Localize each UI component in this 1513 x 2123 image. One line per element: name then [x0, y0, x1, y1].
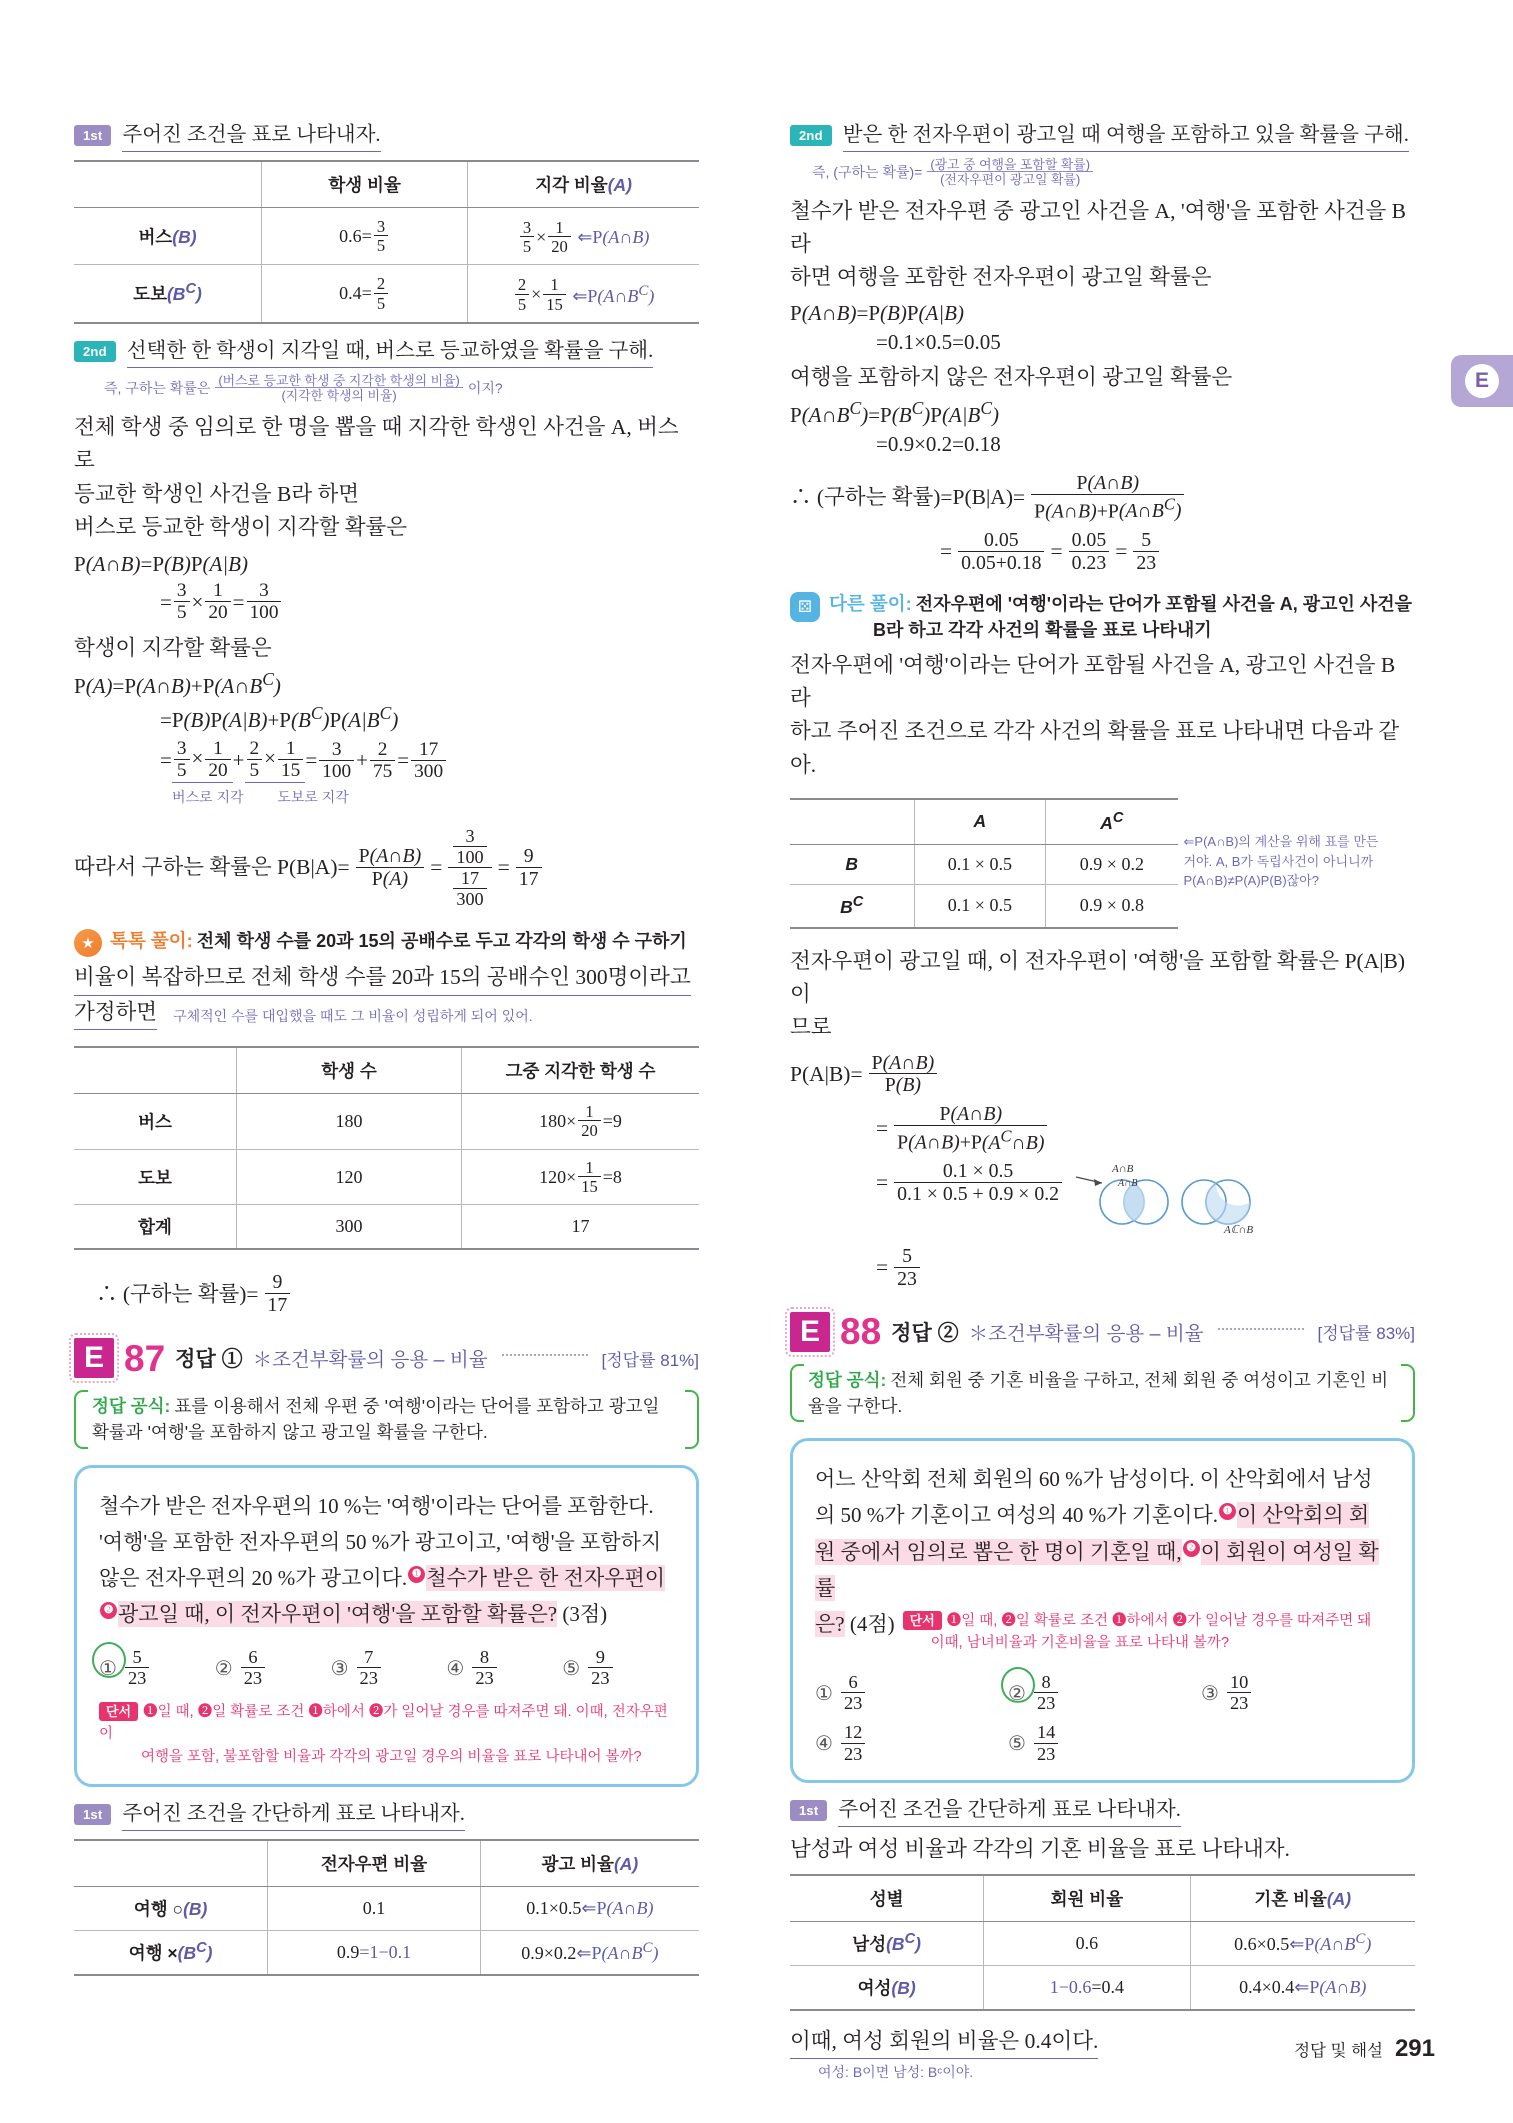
choice-num: 9 [588, 1648, 612, 1668]
choice-item[interactable] [1201, 1673, 1390, 1714]
footer-page-number: 291 [1394, 2035, 1435, 2062]
th-student-ratio: 학생 비율 [262, 161, 468, 208]
cell-count: 120 [237, 1149, 462, 1205]
marker-1: ❶ [408, 1566, 425, 1583]
paragraph: 여행을 포함하지 않은 전자우편이 광고일 확률은 [790, 364, 1233, 389]
after-note: 여성: B이면 남성: Bᶜ이야. [818, 2064, 974, 2081]
problem-chip: E [790, 1312, 830, 1352]
note-denominator: (지각한 학생의 비율) [281, 388, 397, 404]
th-empty [74, 1840, 268, 1887]
value-den: 23 [1136, 551, 1157, 574]
tok-label: 톡톡 풀이: [110, 930, 193, 952]
equation-p-a-value: = $\frac{3}{5}$ × $\frac{1}{20}$ + $\frac{2}{5}$ × $\frac{1}{15}$ = $\frac{3}{100}$ + $\frac{2}{75}$ = $\frac{17}{300}$ [160, 739, 699, 783]
step-badge: 2nd [74, 341, 116, 362]
alt-line-2: B라 하고 각각 사건의 확률을 표로 나타내기 [873, 619, 1212, 640]
problem-rate: [정답률 83%] [1317, 1324, 1415, 1344]
step-badge: 1st [74, 125, 111, 146]
choice-den: 23 [359, 1668, 378, 1689]
step-1st-87 [74, 1801, 699, 1831]
question-text-highlight: 철수가 받은 한 전자우편이 [426, 1565, 666, 1590]
cell-a: 0.1 × 0.5 [914, 844, 1046, 884]
tok-paragraph-1: 비율이 복잡하므로 전체 학생 수를 20과 15의 공배수인 300명이라고 [74, 961, 691, 995]
equation-p-a-expand: $=P(B)P(A|B)+P(B^C)P(A|B^C)$ [160, 703, 399, 733]
eq-num: 5 [894, 1246, 920, 1268]
choice-number: ⑤ [1008, 1733, 1026, 1756]
alt-equation-4: = $\frac{5}{23}$ [876, 1246, 1415, 1290]
chapter-tab-label: E [1465, 364, 1499, 398]
table-row [74, 1205, 699, 1250]
step-text: 선택한 한 학생이 지각일 때, 버스로 등교하였을 확률을 구해. [127, 338, 654, 368]
note-ratio-explain [104, 374, 699, 403]
cell-married: 0.4×0.4⇐P(A∩B) [1190, 1965, 1415, 2010]
step-badge: 1st [790, 1800, 827, 1821]
alt-equation-2: = $\frac{P(A\cap B)}{P(A\cap B)+P(A^C\cap B)}$ [876, 1104, 1415, 1153]
hint-chip: 단서 [903, 1611, 942, 1630]
alt-equation-1 [790, 1053, 1415, 1097]
note-numerator: (광고 중 여행을 포함할 확률) [927, 158, 1093, 173]
question-line [815, 1534, 1390, 1606]
step-badge: 1st [74, 1804, 111, 1825]
final-num: 9 [265, 1272, 291, 1294]
hint-chip: 단서 [99, 1702, 138, 1721]
choice-number: ⑤ [562, 1657, 581, 1680]
question-text-highlight: 이 회원이 여성일 확률 [815, 1539, 1379, 1600]
final-den: 17 [267, 1294, 288, 1317]
cell-count: 180 [237, 1093, 462, 1149]
table-row [74, 207, 699, 265]
th-late-count: 그중 지각한 학생 수 [462, 1047, 700, 1094]
equation-p-a-cap-bc-value: =0.9×0.2=0.18 [876, 431, 1001, 456]
table-gender-ratio [790, 1874, 1415, 2011]
annot-line-1: ⇐P(A∩B)의 계산을 위해 표를 만든 [1183, 834, 1379, 850]
conclusion-right-value: = $\frac{0.05}{0.05+0.18}$ = $\frac{0.05}{0.23}$ = $\frac{5}{23}$ [940, 530, 1415, 574]
hint-line-2: 이때, 남녀비율과 기혼비율을 표로 나타내 볼까? [930, 1635, 1230, 1652]
problem-chip: E [74, 1338, 114, 1378]
choice-den: 23 [1229, 1693, 1249, 1714]
cell-ad: $0.9\times 0.2⇐P(A\cap B^C)$ [480, 1930, 699, 1975]
hint-block-87 [99, 1701, 674, 1768]
step-text: 주어진 조건을 간단하게 표로 나타내자. [838, 1797, 1180, 1827]
step-2nd-right [790, 122, 1415, 152]
final-lead: ∴ (구하는 확률)= [96, 1281, 259, 1306]
row-label: 버스 [74, 1093, 237, 1149]
value-num: 0.05 [1069, 530, 1110, 552]
th-a: A [914, 799, 1046, 844]
question-box-87 [74, 1465, 699, 1787]
right-column [790, 108, 1415, 2083]
paragraph: 철수가 받은 전자우편 중 광고인 사건을 A, '여행'을 포함한 사건을 B라 [790, 198, 1406, 257]
under-label-walk: 도보로 지각 [277, 788, 349, 805]
step-text: 주어진 조건을 표로 나타내자. [122, 122, 380, 152]
value-num: 0.05 [958, 530, 1044, 552]
under-label-bus: 버스로 지각 [172, 788, 244, 805]
formula-label: 정답 공식: [808, 1369, 887, 1390]
table-student-ratio [74, 160, 699, 325]
hint-line-2: 여행을 포함, 불포함할 비율과 각각의 광고일 경우의 비율을 표로 나타내어 볼까? [141, 1748, 642, 1765]
choice-item[interactable] [1008, 1723, 1197, 1764]
svg-text:A∩B: A∩B [1118, 1178, 1138, 1190]
eq-den: 0.1 × 0.5 + 0.9 × 0.2 [897, 1183, 1060, 1206]
question-text-highlight: 원 중에서 임의로 뽑은 한 명이 기혼일 때, [815, 1539, 1182, 1564]
value-num: 5 [1133, 530, 1159, 552]
paragraph: 하고 주어진 조건으로 각각 사건의 확률을 표로 나타내면 다음과 같아. [790, 719, 1400, 777]
table-email-ratio [74, 1839, 699, 1976]
choice-num: 6 [841, 1673, 865, 1693]
svg-text:Aℂ∩B: Aℂ∩B [1224, 1224, 1254, 1237]
table-row [790, 884, 1178, 927]
hint-block-88 [903, 1610, 1372, 1655]
choice-item[interactable] [99, 1648, 211, 1689]
tok-tip-header [74, 927, 699, 957]
paragraph: 등교한 학생인 사건을 B라 하면 [74, 481, 360, 506]
cell-ratio: 0.9=1−0.1 [268, 1930, 481, 1975]
under-labels [172, 787, 699, 807]
choice-number: ① [815, 1682, 833, 1705]
table-row [74, 1930, 699, 1975]
choice-item[interactable] [446, 1648, 558, 1689]
th-ac: $A^C$ [1046, 799, 1178, 844]
question-line [815, 1497, 1390, 1533]
eq-num: 0.1 × 0.5 [894, 1161, 1062, 1183]
equation-p-a-cap-b: P(A∩B)=P(B)P(A|B) [790, 300, 964, 325]
conclusion-den: $P(A\cap B)+P(A\cap B^C)$ [1034, 494, 1182, 523]
venn-icon [1074, 1159, 1274, 1237]
value-den: 0.23 [1071, 551, 1107, 574]
cell-calc: $\frac{3}{5}$ × $\frac{1}{20}$ ⇐P(A∩B) [468, 207, 699, 265]
choice-num: 8 [1034, 1673, 1058, 1693]
alt-label: 다른 풀이: [829, 592, 912, 614]
marker-1: ❶ [1219, 1503, 1236, 1520]
cell-ratio: 0.6 [984, 1921, 1190, 1965]
dice-icon: ⚄ [790, 592, 820, 622]
row-label: 여성(B) [790, 1965, 984, 2010]
choice-num: 14 [1034, 1723, 1058, 1743]
th-ad-ratio: 광고 비율(A) [480, 1840, 699, 1887]
alt-equation-3: = $\frac{0.1 \times 0.5}{0.1 \times 0.5 + 0.9 \times 0.2}$ [876, 1161, 1064, 1205]
note-prefix: 즉, 구하는 확률은 [104, 380, 211, 397]
choice-den: 23 [1036, 1743, 1056, 1764]
table-row [74, 1093, 699, 1149]
choice-num: 8 [472, 1648, 496, 1668]
row-label: 도보$(B^C)$ [74, 265, 262, 323]
after-paragraph: 이때, 여성 회원의 비율은 0.4이다. [790, 2025, 1098, 2059]
table-row [790, 1965, 1415, 2010]
cell-ratio: 0.4= $\frac{2}{5}$ [262, 265, 468, 323]
step-1st-88 [790, 1797, 1415, 1827]
question-line [99, 1560, 674, 1596]
left-column [74, 108, 699, 1982]
cell-late: 180× $\frac{1}{20}$ =9 [462, 1093, 700, 1149]
row-label: 버스(B) [74, 207, 262, 265]
row-label: 여행 ○(B) [74, 1886, 268, 1930]
conclusion-lead: ∴ (구하는 확률)=P(B|A)= [790, 484, 1026, 509]
choice-list-87 [99, 1648, 674, 1689]
chapter-tab-e [1451, 355, 1513, 407]
th-married-ratio: 기혼 비율(A) [1190, 1875, 1415, 1922]
cell-count: 300 [237, 1205, 462, 1250]
hint-line-1: ❶일 때, ❷일 확률로 조건 ❶하에서 ❷가 일어날 경우를 따져주면 돼. 이때, 전자우편이 [99, 1703, 668, 1743]
question-text-plain: 의 50 %가 기혼이고 여성의 40 %가 기혼이다. [815, 1503, 1218, 1528]
eq-num: P(A∩B) [894, 1104, 1047, 1126]
choice-number: ③ [1201, 1682, 1219, 1705]
th-empty [74, 161, 262, 208]
th-count: 학생 수 [237, 1047, 462, 1094]
formula-callout-87 [74, 1388, 699, 1451]
choice-number: ④ [815, 1733, 833, 1756]
note-numerator: (버스로 등교한 학생 중 지각한 학생의 비율) [215, 374, 462, 389]
paragraph: 전자우편이 광고일 때, 이 전자우편이 '여행'을 포함할 확률은 P(A|B)이 [790, 948, 1406, 1007]
paragraph: 버스로 등교한 학생이 지각할 확률은 [74, 514, 408, 539]
equation-p-a-cap-bc: $P(A\cap B^C)=P(B^C)P(A|B^C)$ [790, 397, 1000, 427]
cell-ratio: 1−0.6=0.4 [984, 1965, 1190, 2010]
question-line: '여행'을 포함한 전자우편의 50 %가 광고이고, '여행'을 포함하지 [99, 1529, 662, 1554]
choice-den: 23 [843, 1743, 863, 1764]
row-label: 합계 [74, 1205, 237, 1250]
table-row [74, 265, 699, 323]
choice-number: ② [1008, 1682, 1026, 1705]
problem-87-header [74, 1338, 699, 1378]
choice-number: ① [99, 1657, 117, 1680]
question-line [815, 1606, 1390, 1655]
cell-late: 120× $\frac{1}{15}$ =8 [462, 1149, 700, 1205]
cell-ac: 0.9 × 0.2 [1046, 844, 1178, 884]
table-student-count [74, 1046, 699, 1251]
page-footer [1294, 2035, 1435, 2063]
cell-calc: $\frac{2}{5}$ × $\frac{1}{15}$ $⇐P(A\cap B^C)$ [468, 265, 699, 323]
dotted-leader [502, 1354, 588, 1356]
formula-text: 표를 이용해서 전체 우편 중 '여행'이라는 단어를 포함하고 광고일 확률과 '여행'을 포함하지 않고 광고일 확률을 구한다. [92, 1396, 660, 1443]
choice-num: 10 [1227, 1673, 1251, 1693]
table-alt-probs [790, 798, 1178, 929]
conclusion-num: P(A∩B) [1031, 473, 1184, 495]
step-badge: 2nd [790, 125, 832, 146]
problem-rate: [정답률 81%] [601, 1350, 699, 1370]
note-denominator: (전자우편이 광고일 확률) [940, 172, 1081, 188]
th-gender: 성별 [790, 1875, 984, 1922]
tok-text: 전체 학생 수를 20과 15의 공배수로 두고 각각의 학생 수 구하기 [196, 931, 687, 952]
step-text: 받은 한 전자우편이 광고일 때 여행을 포함하고 있을 확률을 구해. [843, 122, 1409, 152]
choice-list-88-row1 [815, 1673, 1390, 1714]
th-empty [790, 799, 914, 844]
svg-text:A∩B: A∩B [1112, 1163, 1134, 1176]
step-1st-left [74, 122, 699, 152]
choice-item[interactable] [815, 1723, 1004, 1764]
choice-den: 23 [243, 1668, 263, 1689]
equation-p-a-cap-b-value: =0.1×0.5=0.05 [876, 329, 1001, 354]
problem-topic: ＊조건부확률의 응용 – 비율 [968, 1322, 1204, 1345]
table-row [74, 1149, 699, 1205]
conclusion-left: 따라서 구하는 확률은 P(B|A)= $\frac{P(A\cap B)}{P(A)}$ = $\frac{\frac{3}{100}}{\frac{17}{300}}$ = $\frac{9}{17}$ [74, 827, 699, 909]
formula-text: 전체 회원 중 기혼 비율을 구하고, 전체 회원 중 여성이고 기혼인 비율을 구한다. [808, 1369, 1389, 1417]
choice-number: ④ [446, 1657, 465, 1680]
choice-num: 12 [841, 1723, 865, 1743]
question-text-highlight: 은? [815, 1611, 845, 1636]
row-label: 도보 [74, 1149, 237, 1205]
choice-item[interactable] [331, 1648, 443, 1689]
marker-2: ❷ [1183, 1540, 1200, 1557]
question-points: (4점) [849, 1611, 895, 1636]
eq-den: $P(A\cap B)+P(A^C\cap B)$ [897, 1125, 1045, 1154]
alt-solution-header [790, 590, 1415, 643]
question-text-highlight: 이 산악회의 회 [1237, 1503, 1370, 1528]
choice-den: 23 [591, 1668, 610, 1689]
choice-den: 23 [843, 1693, 863, 1714]
choice-num: 6 [241, 1648, 265, 1668]
problem-topic: ＊조건부확률의 응용 – 비율 [252, 1349, 488, 1372]
table-row [790, 1921, 1415, 1965]
equation-p-a-cap-b-value: = $\frac{3}{5}$ × $\frac{1}{20}$ = $\frac{3}{100}$ [160, 581, 699, 624]
paragraph: 남성과 여성 비율과 각각의 기혼 비율을 표로 나타내자. [790, 1836, 1290, 1861]
cell-late: 17 [462, 1205, 700, 1250]
note-ratio-explain-right [812, 158, 1415, 187]
choice-den: 23 [475, 1668, 494, 1689]
eq-num: P(A∩B) [869, 1053, 938, 1075]
footer-label: 정답 및 해설 [1294, 2042, 1383, 2060]
venn-diagrams [1074, 1159, 1274, 1242]
question-line: 어느 산악회 전체 회원의 60 %가 남성이다. 이 산악회에서 남성 [815, 1467, 1373, 1492]
question-text-highlight: 광고일 때, 이 전자우편이 '여행'을 포함할 확률은? [118, 1601, 558, 1626]
marker-2: ❷ [100, 1602, 117, 1619]
tok-paragraph-2: 가정하면 [74, 996, 157, 1030]
problem-answer: 정답 ② [891, 1321, 959, 1345]
table-row [790, 844, 1178, 884]
dotted-leader [1218, 1328, 1304, 1330]
tok-note: 구체적인 수를 대입했을 때도 그 비율이 성립하게 되어 있어. [173, 1007, 533, 1024]
step-text: 주어진 조건을 간단하게 표로 나타내자. [122, 1801, 464, 1831]
value-den: 0.05+0.18 [961, 551, 1042, 574]
problem-number: 88 [840, 1311, 882, 1353]
problem-88-header [790, 1312, 1415, 1352]
cell-ratio: 0.1 [268, 1886, 481, 1930]
th-email-ratio: 전자우편 비율 [268, 1840, 481, 1887]
equation-p-a-cap-b: P(A∩B)=P(B)P(A|B) [74, 552, 248, 577]
alt-eq-lead: P(A|B)= [790, 1061, 863, 1086]
eq-den: P(B) [884, 1074, 921, 1097]
question-box-88 [790, 1438, 1415, 1783]
row-label: B [790, 844, 914, 884]
question-text-plain: 않은 전자우편의 20 %가 광고이다. [99, 1565, 408, 1590]
choice-item[interactable] [815, 1673, 1004, 1714]
formula-callout-88 [790, 1362, 1415, 1425]
choice-item[interactable] [1008, 1673, 1197, 1714]
conclusion-right [790, 473, 1415, 522]
cell-ad: 0.1×0.5⇐P(A∩B) [480, 1886, 699, 1930]
th-late-ratio: 지각 비율(A) [468, 161, 699, 208]
row-label: $B^C$ [790, 884, 914, 927]
paragraph: 므로 [790, 1015, 832, 1040]
choice-number: ② [214, 1657, 233, 1680]
paragraph: 하면 여행을 포함한 전자우편이 광고일 확률은 [790, 265, 1212, 290]
step-2nd-left [74, 338, 699, 368]
paragraph: 전체 학생 중 임의로 한 명을 뽑을 때 지각한 학생인 사건을 A, 버스로 [74, 414, 679, 473]
annot-line-2: 거야. A, B가 독립사건이 아니니까 [1183, 853, 1374, 869]
choice-den: 23 [127, 1668, 147, 1689]
eq-den: 23 [897, 1268, 917, 1291]
choice-num: 5 [125, 1648, 149, 1668]
row-label: 여행 $\times(B^C)$ [74, 1930, 268, 1975]
th-empty [74, 1047, 237, 1094]
cell-married: $0.6\times 0.5⇐P(A\cap B^C)$ [1190, 1921, 1415, 1965]
th-member-ratio: 회원 비율 [984, 1875, 1190, 1922]
formula-label: 정답 공식: [92, 1396, 171, 1417]
note-prefix: 즉, (구하는 확률)= [812, 164, 923, 181]
paragraph: 전자우편에 '여행'이라는 단어가 포함될 사건을 A, 광고인 사건을 B라 [790, 652, 1396, 711]
cell-ratio: 0.6= $\frac{3}{5}$ [262, 207, 468, 265]
question-line: 철수가 받은 전자우편의 10 %는 '여행'이라는 단어를 포함한다. [99, 1493, 654, 1518]
conclusion-lead: 따라서 구하는 확률은 P(B|A)= [74, 855, 350, 880]
tok-icon: ★ [74, 929, 102, 957]
final-answer-left [96, 1272, 699, 1316]
note-suffix: 이지? [467, 380, 503, 397]
paragraph: 학생이 지각할 확률은 [74, 635, 272, 660]
choice-num: 7 [357, 1648, 381, 1668]
choice-number: ③ [330, 1657, 349, 1680]
problem-number: 87 [124, 1337, 166, 1379]
question-points: (3점) [562, 1601, 608, 1626]
cell-ac: 0.9 × 0.8 [1046, 884, 1178, 927]
choice-den: 23 [1036, 1693, 1056, 1714]
choice-item[interactable] [215, 1648, 327, 1689]
choice-item[interactable] [562, 1648, 674, 1689]
cell-a: 0.1 × 0.5 [914, 884, 1046, 927]
equation-p-a: $P(A)=P(A\cap B)+P(A\cap B^C)$ [74, 669, 281, 699]
table-row [74, 1886, 699, 1930]
hint-line-1: ❶일 때, ❷일 확률로 조건 ❶하에서 ❷가 일어날 경우를 따져주면 돼 [946, 1612, 1372, 1629]
table-annotation [1184, 790, 1379, 891]
alt-line-1: 전자우편에 '여행'이라는 단어가 포함될 사건을 A, 광고인 사건을 [915, 593, 1413, 614]
problem-answer: 정답 ① [175, 1348, 243, 1372]
row-label: 남성$(B^C)$ [790, 1921, 984, 1965]
choice-list-88-row2 [815, 1723, 1390, 1764]
annot-line-3: P(A∩B)≠P(A)P(B)잖아? [1183, 873, 1319, 889]
question-line [99, 1596, 674, 1632]
